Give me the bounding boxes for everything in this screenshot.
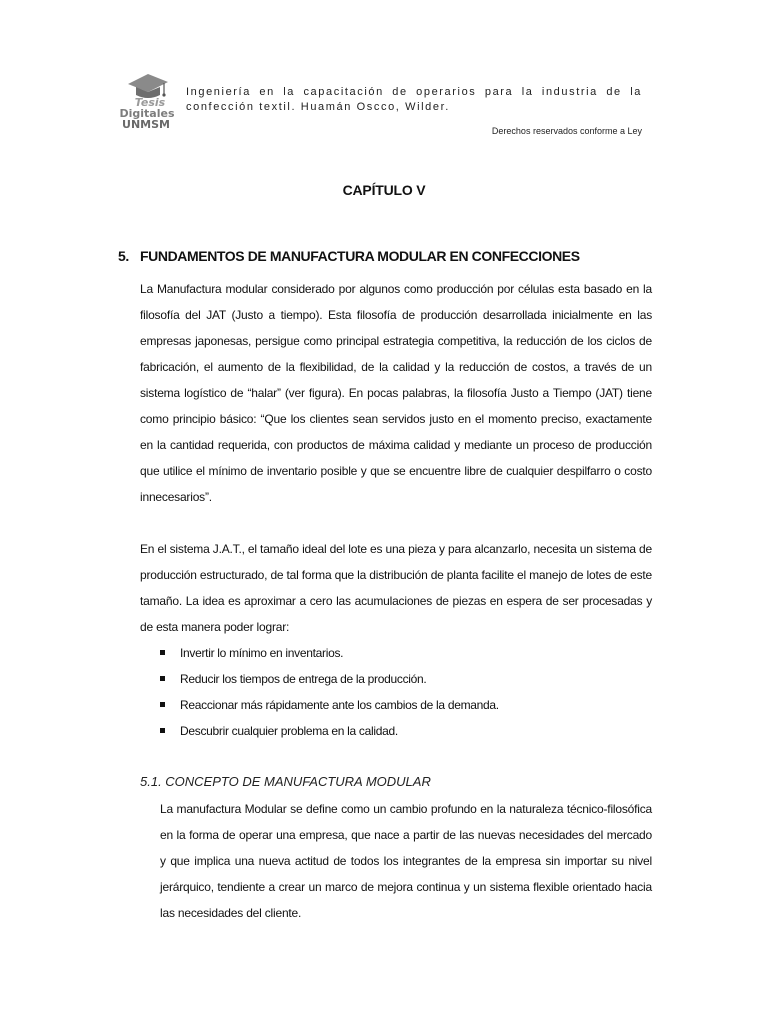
list-item-text: Invertir lo mínimo en inventarios. [180,646,344,660]
header-citation: Ingeniería en la capacitación de operarios para la industria de la confección textil. Huamán Oscco, Wilder. [186,86,642,113]
list-item [160,692,652,718]
tesis-digitales-unmsm-logo [114,70,184,132]
list-item [160,666,652,692]
logo-text-digitales: Digitales [119,107,175,120]
list-item-text: Reducir los tiempos de entrega de la producción. [180,672,427,686]
section-number: 5. [118,248,129,264]
section-title: FUNDAMENTOS DE MANUFACTURA MODULAR EN CONFECCIONES [140,248,580,264]
list-item-text: Reaccionar más rápidamente ante los cambios de la demanda. [180,698,499,712]
list-item [160,640,652,666]
section-heading [118,248,658,264]
paragraph-jat-philosophy: La Manufactura modular considerado por algunos como producción por células esta basado en la filosofía del JAT (Justo a tiempo). Esta filosofía de producción desarrollada inicialmente en las empresas japonesas, persigue como principal estrategia competitiva, la reducción de los ciclos de fabricación, el aumento de la flexibilidad, de la calidad y la reducción de costos, a través de un sistema logístico de “halar” (ver figura). En pocas palabras, la filosofía Justo a Tiempo (JAT) tiene como principio básico: “Que los clientes sean servidos justo en el momento preciso, exactamente en la cantidad requerida, con productos de máxima calidad y mediante un proceso de producción que utilice el mínimo de inventario posible y que se encuentre libre de cualquier despilfarro o costo innecesarios”. [140,282,652,504]
logo-text-tesis: Tesis [134,96,166,109]
goals-list [160,640,652,744]
square-bullet-icon [160,702,165,707]
list-item-text: Descubrir cualquier problema en la calidad. [180,724,398,738]
list-item [160,718,652,744]
square-bullet-icon [160,728,165,733]
square-bullet-icon [160,676,165,681]
paragraph-modular-concept: La manufactura Modular se define como un cambio profundo en la naturaleza técnico-filosófica en la forma de operar una empresa, que nace a partir de las nuevas necesidades del mercado y que implica una nueva actitud de todos los integrantes de la empresa sin importar su nivel jerárquico, tendiente a crear un marco de mejora continua y un sistema flexible orientado hacia las necesidades del cliente. [160,802,652,920]
rights-notice: Derechos reservados conforme a Ley [491,126,642,136]
subsection-heading: 5.1. CONCEPTO DE MANUFACTURA MODULAR [140,774,431,789]
graduation-cap-icon [128,74,168,92]
square-bullet-icon [160,650,165,655]
logo-text-unmsm: UNMSM [122,118,170,131]
chapter-title: CAPÍTULO V [342,182,426,198]
paragraph-lot-size: En el sistema J.A.T., el tamaño ideal del lote es una pieza y para alcanzarlo, necesita un sistema de producción estructurado, de tal forma que la distribución de planta facilite el manejo de lotes de este tamaño. La idea es aproximar a cero las acumulaciones de piezas en espera de ser procesadas y de esta manera poder lograr: [140,542,652,634]
